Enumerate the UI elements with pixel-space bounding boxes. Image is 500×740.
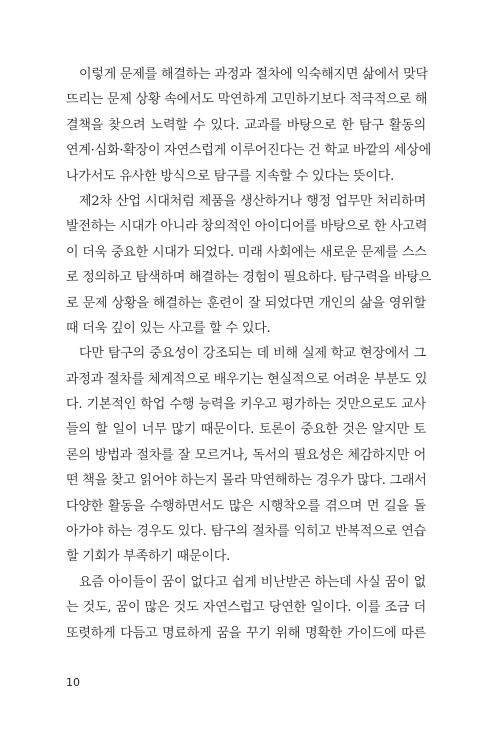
text-line: 론의 방법과 절차를 잘 모르거나, 독서의 필요성은 체감하지만 어 (66, 447, 426, 463)
text-line: 로 정의하고 탐색하며 해결하는 경험이 필요하다. 탐구력을 바탕으 (66, 270, 432, 286)
paragraph-2 (66, 189, 432, 341)
text-line: 나가서도 유사한 방식으로 탐구를 지속할 수 있다는 뜻이다. (66, 168, 395, 184)
paragraph-4 (66, 570, 426, 646)
text-line: 또렷하게 다듬고 명료하게 꿈을 꾸기 위해 명확한 가이드에 따른 (66, 625, 426, 641)
text-line: 는 것도, 꿈이 많은 것도 자연스럽고 당연한 일이다. 이를 조금 더 (66, 600, 426, 616)
text-line: 과정과 절차를 체계적으로 배우기는 현실적으로 어려운 부분도 있 (66, 371, 428, 387)
text-line: 제2차 산업 시대처럼 제품을 생산하거나 행정 업무만 처리하며 (79, 193, 426, 209)
text-line: 연계·심화·확장이 자연스럽게 이루어진다는 건 학교 바깥의 세상에 (66, 143, 432, 159)
text-line: 뜨리는 문제 상황 속에서도 막연하게 고민하기보다 적극적으로 해 (66, 92, 428, 108)
text-line: 로 문제 상황을 해결하는 훈련이 잘 되었다면 개인의 삶을 영위할 (66, 295, 426, 311)
text-line: 이 더욱 중요한 시대가 되었다. 미래 사회에는 새로운 문제를 스스 (66, 244, 427, 260)
text-line: 발전하는 시대가 아니라 창의적인 아이디어를 바탕으로 한 사고력 (66, 219, 428, 235)
text-line: 요즘 아이들이 꿈이 없다고 쉽게 비난받곤 하는데 사실 꿈이 없 (79, 574, 426, 590)
text-line: 떤 책을 찾고 읽어야 하는지 몰라 막연해하는 경우가 많다. 그래서 (66, 473, 427, 489)
body-text (66, 62, 432, 646)
text-line: 결책을 찾으려 노력할 수 있다. 교과를 바탕으로 한 탐구 활동의 (66, 117, 426, 133)
text-line: 할 기회가 부족하기 때문이다. (66, 549, 231, 565)
text-line: 다양한 활동을 수행하면서도 많은 시행착오를 겪으며 먼 길을 돌 (66, 498, 426, 514)
text-line: 다. 기본적인 학업 수행 능력을 키우고 평가하는 것만으로도 교사 (66, 397, 426, 413)
text-line: 때 더욱 깊이 있는 사고를 할 수 있다. (66, 320, 271, 336)
text-line: 들의 할 일이 너무 많기 때문이다. 토론이 중요한 것은 알지만 토 (66, 422, 426, 438)
paragraph-1 (66, 62, 432, 189)
text-line: 이렇게 문제를 해결하는 과정과 절차에 익숙해지면 삶에서 맞닥 (79, 67, 428, 82)
text-line: 아가야 하는 경우도 있다. 탐구의 절차를 익히고 반복적으로 연습 (66, 524, 426, 540)
page-number: 10 (66, 676, 80, 689)
text-line: 다만 탐구의 중요성이 강조되는 데 비해 실제 학교 현장에서 그 (79, 346, 426, 362)
paragraph-3 (66, 341, 426, 570)
